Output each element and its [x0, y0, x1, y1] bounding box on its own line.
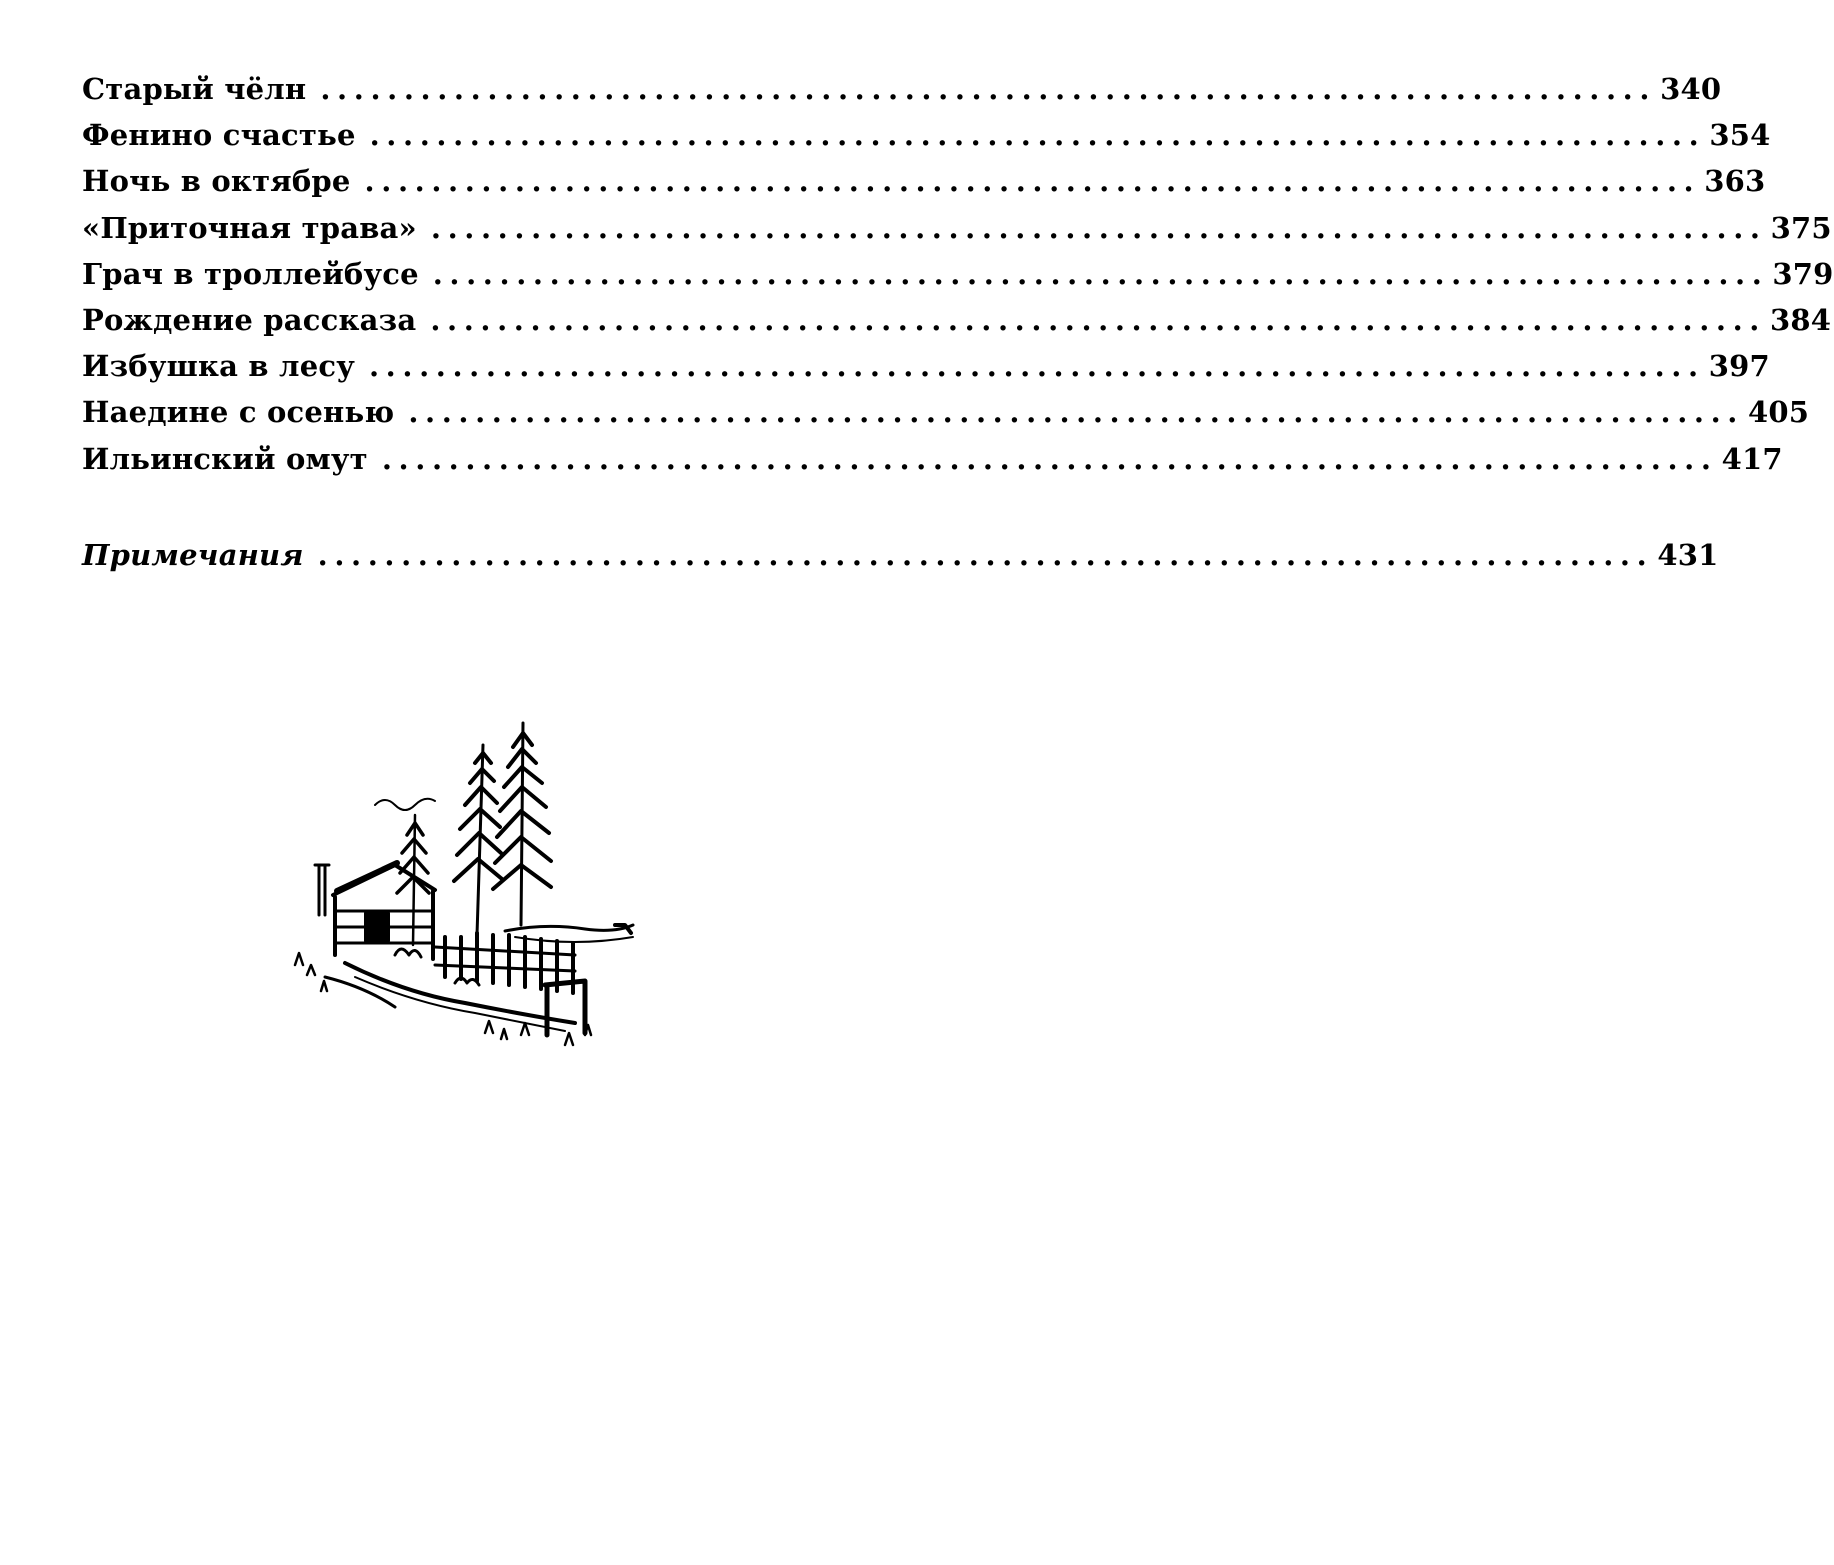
- toc-entry-naedine-s-osenyu[interactable]: [82, 395, 1810, 441]
- dot-leader: ................................................................................: [320, 72, 1657, 106]
- toc-entry-page: 375: [1770, 210, 1832, 245]
- dot-leader: ................................................................................: [317, 537, 1654, 572]
- toc-entry-title: Фенино счастье: [82, 118, 356, 153]
- toc-notes-page: 431: [1657, 537, 1719, 572]
- toc-notes-title: Примечания: [82, 537, 304, 572]
- ink-strokes: [295, 723, 633, 1045]
- toc-entry-page: 417: [1721, 441, 1783, 476]
- vignette-drawing: [285, 715, 645, 1055]
- toc-entry-title: Ильинский омут: [82, 441, 368, 476]
- dot-leader: ................................................................................: [430, 210, 1767, 245]
- toc-entry-title: Наедине с осенью: [82, 395, 395, 430]
- toc-entry-title: «Приточная трава»: [82, 210, 417, 245]
- toc-entry-ilinskiy-omut[interactable]: [82, 441, 1783, 488]
- toc-entry-page: 384: [1770, 302, 1832, 337]
- dot-leader: ................................................................................: [432, 256, 1769, 291]
- toc-entry-title: Ночь в октябре: [82, 164, 351, 199]
- toc-entry-fenino-schastie[interactable]: [82, 118, 1771, 164]
- toc-entry-page: 340: [1660, 72, 1722, 106]
- toc-entry-title: Старый чёлн: [82, 72, 307, 106]
- table-of-contents: [82, 72, 1834, 584]
- toc-entry-title: Избушка в лесу: [82, 349, 355, 384]
- toc-entry-title: Грач в троллейбусе: [82, 256, 419, 291]
- toc-entry-rozhdenie-rasskaza[interactable]: [82, 302, 1832, 349]
- toc-entry-grach-v-trolleybuse[interactable]: [82, 256, 1834, 303]
- dot-leader: ................................................................................: [369, 118, 1706, 153]
- toc-entry-title: Рождение рассказа: [82, 302, 417, 337]
- toc-entry-staryi-cheln[interactable]: [82, 72, 1722, 118]
- toc-entry-page: 354: [1709, 118, 1771, 153]
- toc-entry-page: 405: [1748, 395, 1810, 430]
- toc-entry-pritochnaya-trava[interactable]: [82, 210, 1832, 257]
- dot-leader: ................................................................................: [364, 164, 1701, 199]
- dot-leader: ................................................................................: [408, 395, 1745, 430]
- toc-entry-page: 397: [1708, 349, 1770, 384]
- toc-entry-page: 379: [1772, 256, 1834, 291]
- toc-entry-noch-v-oktyabre[interactable]: [82, 164, 1766, 210]
- toc-entry-izbushka-v-lesu[interactable]: [82, 349, 1770, 395]
- dot-leader: ................................................................................: [430, 302, 1767, 337]
- house-in-forest-vignette-icon: [285, 715, 645, 1055]
- dot-leader: ................................................................................: [368, 349, 1705, 384]
- toc-entry-page: 363: [1704, 164, 1766, 199]
- toc-entry-notes[interactable]: [82, 537, 1719, 584]
- dot-leader: ................................................................................: [381, 441, 1718, 476]
